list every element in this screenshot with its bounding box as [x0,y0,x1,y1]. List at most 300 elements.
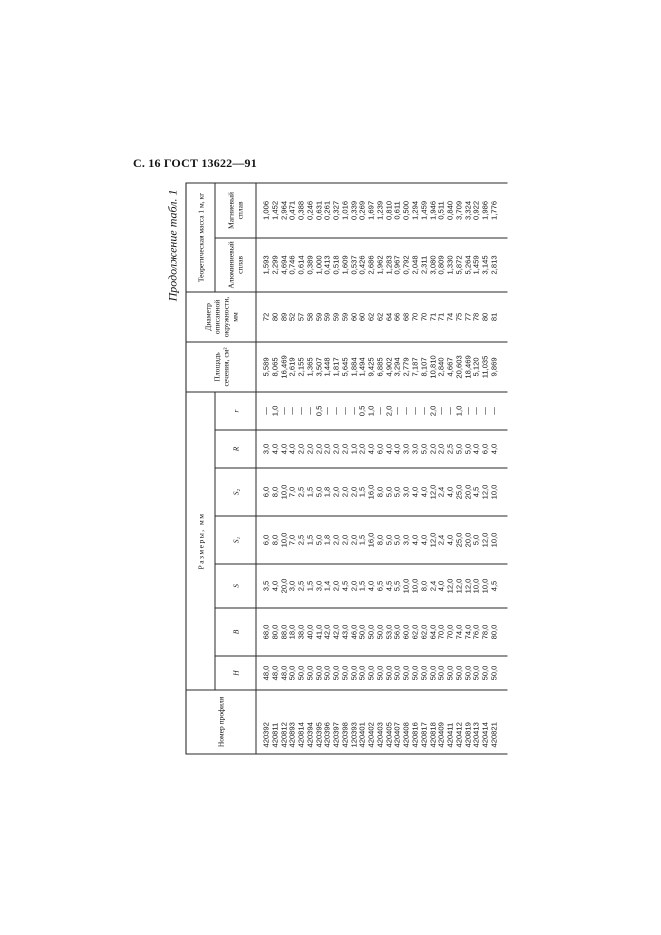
table-cell: 0,631 [314,200,324,220]
table-cell: 420411 [445,722,455,748]
table-cell: 20,0 [463,484,473,500]
table-cell: 3,145 [480,255,490,275]
table-cell: 3,0 [261,443,271,455]
table-cell: 8,0 [375,486,385,498]
table-cell: 6,0 [261,534,271,546]
table-cell: 2,779 [401,357,411,377]
table-cell: 0,246 [305,200,315,220]
table-cell: 12,0 [428,532,438,548]
table-cell: 78,0 [480,624,490,640]
table-cell: 8,0 [419,580,429,592]
table-cell: 4,0 [384,443,394,455]
table-cell: 70 [419,312,429,322]
table-cell: 4,0 [445,534,455,546]
table-cell: 12,0 [463,578,473,594]
table-cell: 5,589 [261,357,271,377]
table-cell: 5,5 [392,580,402,592]
table-cell: 7,187 [410,357,420,377]
table-cell: 1,294 [410,200,420,220]
table-cell: 10,0 [410,578,420,594]
header-profile-number: Номер профиля [186,690,256,754]
table-cell: 16,469 [279,355,289,379]
table-cell: 120393 [349,722,359,748]
table-cell: 2,840 [436,357,446,377]
table-cell: 71 [436,312,446,322]
table-cell: 420395 [314,722,324,748]
table-cell: 420818 [428,722,438,748]
table-cell: 59 [322,312,332,322]
table-cell: — [340,407,350,415]
table-cell: 1,609 [340,255,350,275]
table-cell: 1,5 [357,534,367,546]
table-cell: 420819 [463,722,473,748]
table-cell: 16,0 [366,532,376,548]
table-cell: 10,0 [489,532,499,548]
table-cell: 5,264 [463,255,473,275]
table-cell: 4,0 [489,443,499,455]
table-cell: 2,4 [436,486,446,498]
table-cell: 74,0 [454,624,464,640]
table-cell: 1,5 [305,486,315,498]
table-cell: 2,619 [287,357,297,377]
table-cell: 40,0 [305,624,315,640]
table-cell: 68 [401,312,411,322]
table-cell: 60 [357,312,367,322]
table-cell: 420401 [357,722,367,748]
table-cell: 4,667 [445,357,455,377]
table-cell: 4,0 [445,486,455,498]
table-cell: 420403 [375,722,385,748]
table-cell: 1,8 [322,486,332,498]
table-cell: 50,0 [366,624,376,640]
table-cell: 1,5 [305,534,315,546]
header-H: H [215,656,256,690]
table-cell: 48,0 [279,665,289,681]
table-cell: 12,0 [445,578,455,594]
table-cell: 48,0 [261,665,271,681]
column-H [256,656,508,690]
header-S: S [215,564,256,608]
table-cell: 2,0 [331,443,341,455]
table-cell: 20,603 [454,355,464,379]
table-cell: 50,0 [357,624,367,640]
header-S1: S₁ [215,516,256,564]
table-cell: 0,809 [436,255,446,275]
table-cell: 5,0 [471,534,481,546]
table-cell: 50,0 [331,665,341,681]
table-cell: 50,0 [489,665,499,681]
table-cell: 4,0 [366,580,376,592]
table-cell: — [261,407,271,415]
table-cell: 4,0 [279,443,289,455]
table-cell: 420817 [419,722,429,748]
table-cell: 75 [454,312,464,322]
table-cell: 2,0 [384,405,394,417]
table-cell: 2,0 [340,443,350,455]
table-cell: 2,0 [428,443,438,455]
table-cell: 5,0 [392,486,402,498]
table-cell: 81 [489,312,499,322]
table-cell: 2,813 [489,255,499,275]
table-cell: 5,0 [384,486,394,498]
column-r [256,392,508,430]
table-cell: — [375,407,385,415]
table-cell: 80,0 [270,624,280,640]
table-cell: 8,065 [270,357,280,377]
table-cell: 1,5 [357,580,367,592]
table-cell: 1,593 [261,255,271,275]
table-cell: 2,0 [349,534,359,546]
table-cell: 62 [366,312,376,322]
header-mass-magnesium: Магниевый сплав [215,183,256,238]
table-cell: 1,452 [270,200,280,220]
table-cell: 50,0 [287,665,297,681]
table-cell: 59 [331,312,341,322]
header-area: Площадь сечения, см² [186,342,256,392]
table-cell: 2,5 [296,580,306,592]
table-cell: 42,0 [322,624,332,640]
table-cell: 88,0 [279,624,289,640]
table-cell: 50,0 [401,665,411,681]
table-cell: 89 [279,312,289,322]
table-cell: — [296,407,306,415]
header-r: r [215,392,256,430]
table-cell: 64 [384,312,394,322]
table-cell: 420413 [471,722,481,748]
table-cell: 2,0 [322,443,332,455]
table-cell: 420414 [480,722,490,748]
table-cell: 4,5 [471,486,481,498]
table-cell: 2,155 [296,357,306,377]
table-cell: 50,0 [384,665,394,681]
table-cell: 2,311 [419,255,429,275]
table-cell: 1,4 [322,580,332,592]
table-cell: 7,0 [287,486,297,498]
table-cell: 420811 [270,722,280,748]
table-cell: 52 [287,312,297,322]
table-cell: 420396 [322,722,332,748]
table-cell: 2,686 [366,255,376,275]
table-cell: — [279,407,289,415]
table-cell: 2,0 [357,443,367,455]
table-cell: 59 [314,312,324,322]
column-B [256,608,508,656]
table-cell: 2,0 [349,580,359,592]
table-cell: 68,0 [261,624,271,640]
table-cell: 10,0 [279,484,289,500]
table-cell: 53,0 [384,624,394,640]
table-cell: 78 [471,312,481,322]
table-cell: 4,0 [366,443,376,455]
table-cell: 50,0 [366,665,376,681]
table-cell: 1,5 [305,580,315,592]
table-cell: 4,0 [392,443,402,455]
table-cell: 10,0 [489,484,499,500]
table-cell: 50,0 [480,665,490,681]
table-cell: 0,388 [296,200,306,220]
table-cell: 1,697 [366,200,376,220]
table-cell: — [471,407,481,415]
table-cell: 12,0 [480,484,490,500]
table-cell: 3,0 [401,443,411,455]
table-cell: 0,5 [357,405,367,417]
table-cell: 50,0 [454,665,464,681]
table-cell: 4,0 [419,534,429,546]
table-cell: 2,0 [305,443,315,455]
table-cell: 0,922 [471,200,481,220]
table-cell: 0,792 [401,255,411,275]
table-cell: 0,269 [357,200,367,220]
table-cell: 420397 [331,722,341,748]
rotated-table-block [160,184,508,755]
table-cell: 62 [375,312,385,322]
table-cell: 20,0 [463,532,473,548]
table-cell: 0,426 [357,255,367,275]
table-cell: 4,0 [270,443,280,455]
table-cell: 420816 [410,722,420,748]
table-cell: 60,0 [401,624,411,640]
header-sizes-group: Размеры, мм [186,392,215,690]
table-cell: 2,0 [331,580,341,592]
table-cell: 4,5 [489,580,499,592]
table-cell: 1,986 [480,200,490,220]
table-cell: — [322,407,332,415]
table-cell: 60 [349,312,359,322]
table-cell: 1,494 [357,357,367,377]
table-cell: 5,645 [340,357,350,377]
table-cell: 0,413 [322,255,332,275]
column-diameter [256,292,508,342]
table-cell: 1,0 [349,443,359,455]
table-cell: 50,0 [410,665,420,681]
table-cell: 42,0 [331,624,341,640]
table-cell: 10,0 [471,578,481,594]
table-cell: 5,0 [314,534,324,546]
table-cell: 41,0 [314,624,324,640]
table-cell: 10,0 [279,532,289,548]
table-cell: 9,425 [366,357,376,377]
table-cell: 74 [445,312,455,322]
table-cell: 2,964 [279,200,289,220]
header-S2: S₂ [215,468,256,516]
table-cell: 3,0 [287,580,297,592]
table-cell: 1,016 [340,200,350,220]
table-cell: 420402 [366,722,376,748]
table-cell: 1,459 [471,255,481,275]
table-cell: 2,048 [410,255,420,275]
table-cell: 50,0 [428,665,438,681]
table-cell: 420409 [436,722,446,748]
table-cell: 2,0 [340,534,350,546]
table-cell: 420407 [392,722,402,748]
table-cell: 2,0 [331,486,341,498]
table-cell: 4,0 [436,580,446,592]
table-cell: 25,0 [454,484,464,500]
table-cell: 12,0 [428,484,438,500]
table-cell: 3,0 [401,534,411,546]
column-mass-magnesium [256,183,508,238]
table-cell: 4,0 [471,443,481,455]
table-cell: 420405 [384,722,394,748]
table-cell: 50,0 [314,665,324,681]
table-cell: 1,006 [261,200,271,220]
table-cell: 0,611 [392,201,402,220]
column-mass-aluminium [256,238,508,292]
table-cell: 77 [463,312,473,322]
table-cell: 4,0 [410,534,420,546]
table-cell: 4,902 [384,357,394,377]
table-cell: 0,518 [331,255,341,275]
table-cell: 1,330 [445,255,455,275]
table-cell: 4,694 [279,255,289,275]
table-cell: 8,0 [270,534,280,546]
table-cell: 4,0 [419,486,429,498]
table-cell: 70,0 [436,624,446,640]
table-cell: — [445,407,455,415]
header-mass-group: Теоретическая масса 1 м, кг [186,183,215,292]
table-cell: 420408 [401,722,411,748]
table-cell: 2,0 [340,486,350,498]
table-cell: 1,283 [384,255,394,275]
table-cell: 3,324 [463,200,473,220]
table-cell: 1,239 [375,200,385,220]
table-cell: 1,884 [349,357,359,377]
table-cell: 1,459 [419,200,429,220]
table-cell: 1,0 [454,405,464,417]
table-cell: 5,0 [384,534,394,546]
table-cell: 2,5 [296,486,306,498]
column-S2 [256,468,508,516]
table-cell: 6,5 [375,580,385,592]
table-cell: 1,448 [322,357,332,377]
table-cell: 420398 [340,722,350,748]
table-cell: 420394 [305,722,315,748]
table-cell: 0,746 [287,255,297,275]
table-body-row [256,183,508,754]
table-cell: 0,810 [384,200,394,220]
table-cell: 420893 [287,722,297,748]
header-B: B [215,608,256,656]
table-cell: — [305,407,315,415]
table-cell: 48,0 [270,665,280,681]
table-cell: 1,000 [314,255,324,275]
table-cell: 0,339 [349,200,359,220]
table-cell: 0,261 [322,200,332,220]
table-cell: 70,0 [445,624,455,640]
table-cell: 3,709 [454,200,464,220]
table-cell: 50,0 [340,665,350,681]
table-cell: 5,872 [454,255,464,275]
table-cell: 1,946 [428,200,438,220]
table-cell: 420412 [454,722,464,748]
table-cell: 0,614 [296,255,306,275]
table-cell: 50,0 [445,665,455,681]
table-cell: 20,0 [279,578,289,594]
table-cell: 3,5 [261,580,271,592]
table-cell: 72 [261,312,271,322]
table-cell: 12,0 [454,578,464,594]
table-cell: 58 [305,312,315,322]
table-cell: 10,810 [428,355,438,379]
table-cell: 2,0 [296,443,306,455]
table-cell: 46,0 [349,624,359,640]
table-cell: 5,0 [454,443,464,455]
table-cell: 1,0 [366,405,376,417]
table-cell: 6,0 [375,443,385,455]
table-cell: 80 [480,312,490,322]
table-cell: 50,0 [392,665,402,681]
table-cell: — [419,407,429,415]
table-cell: 50,0 [357,665,367,681]
table-cell: — [489,407,499,415]
table-cell: 3,080 [428,255,438,275]
table-cell: 12,0 [480,532,490,548]
table-cell: 8,0 [375,534,385,546]
header-diameter: Диаметр описанной окружности, мм [186,292,256,342]
table-cell: 2,5 [296,534,306,546]
table-cell: 25,0 [454,532,464,548]
table-cell: — [392,407,402,415]
table-cell: 57 [296,312,306,322]
table-cell: 2,0 [314,443,324,455]
column-area [256,342,508,392]
table-cell: 1,5 [357,486,367,498]
table-cell: 62,0 [419,624,429,640]
table-cell: 420392 [261,722,271,748]
table-cell: 70 [410,312,420,322]
table-cell: 50,0 [296,665,306,681]
table-cell: 11,035 [480,355,490,379]
table-cell: 0,471 [287,200,297,220]
table-cell: 74,0 [463,624,473,640]
header-mass-aluminium: Алюминиевый сплав [215,238,256,292]
table-cell: 1,0 [270,405,280,417]
table-cell: 0,500 [401,200,411,220]
table-cell: — [401,407,411,415]
table-cell: 1,962 [375,255,385,275]
table-cell: 62,0 [410,624,420,640]
table-cell: 8,107 [419,357,429,377]
table-cell: 1,8 [322,534,332,546]
column-S1 [256,516,508,564]
table-cell: 2,4 [428,580,438,592]
table-cell: 10,0 [480,578,490,594]
table-cell: 5,0 [419,443,429,455]
table-cell: — [463,407,473,415]
table-cell: 2,0 [331,534,341,546]
table-cell: 6,0 [261,486,271,498]
table-cell: 6,0 [480,443,490,455]
table-cell: 0,537 [349,255,359,275]
table-cell: 3,0 [401,486,411,498]
table-cell: 80 [270,312,280,322]
table-cell: 50,0 [375,665,385,681]
table-cell: — [287,407,297,415]
table-cell: 0,511 [436,201,446,220]
table-cell: 50,0 [305,665,315,681]
table-cell: 420821 [489,722,499,748]
table-cell: 50,0 [463,665,473,681]
table-cell: 50,0 [322,665,332,681]
table-cell: 18,469 [463,355,473,379]
table-cell: 10,0 [401,578,411,594]
table-cell: 5,120 [471,357,481,377]
table-cell: 4,0 [287,443,297,455]
table-cell: 3,0 [410,443,420,455]
table-cell: 420814 [296,722,306,748]
table-cell: 18,0 [287,624,297,640]
table-caption: Продолжение табл. 1 [165,189,180,302]
